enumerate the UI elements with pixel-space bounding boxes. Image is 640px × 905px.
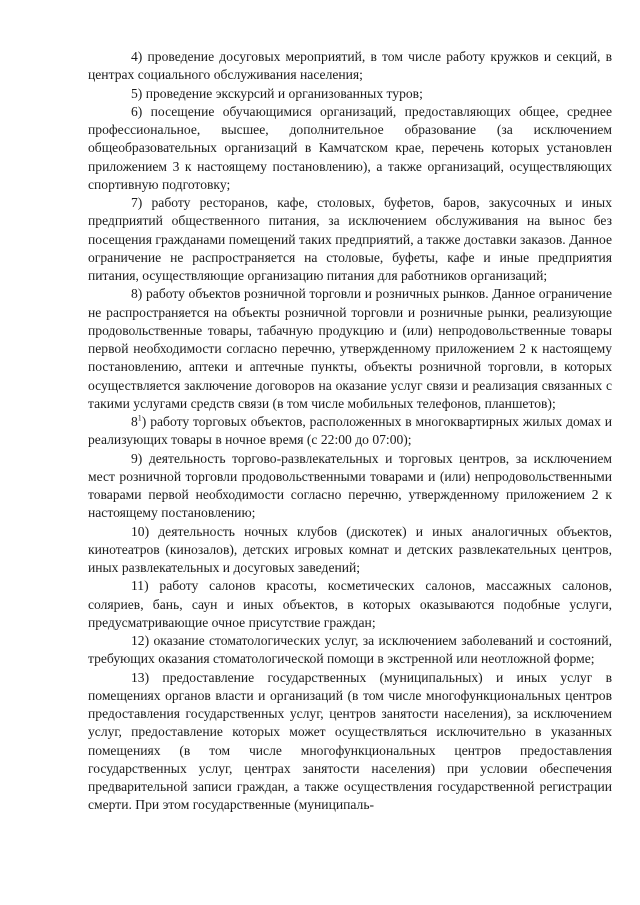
list-item-9 bbox=[88, 450, 612, 523]
document-page bbox=[88, 48, 612, 815]
item-text: работу объектов розничной торговли и розничных рынков. Данное ограничение не распространяется на объекты розничной торговли и розничные рынки, реализующие продовольственные товары, табачную продукцию и (или) непродовольственные товары первой необходимости согласно перечню, утвержденному приложением 2 к настоящему постановлению, аптеки и аптечные пункты, объекты розничной торговли, в которых осуществляется заключение договоров на оказание услуг связи и реализация связанных с такими услугами средств связи (в том числе мобильных телефонов, планшетов); bbox=[88, 286, 612, 411]
list-item-6 bbox=[88, 103, 612, 194]
item-text: деятельность ночных клубов (дискотек) и иных аналогичных объектов, кинотеатров (кинозалов), детских игровых комнат и детских развлекательных центров, иных развлекательных и досуговых заведений; bbox=[88, 523, 612, 575]
item-number: 8 bbox=[131, 414, 138, 429]
item-text: проведение досуговых мероприятий, в том числе работу кружков и секций, в центрах социального обслуживания населения; bbox=[88, 49, 613, 83]
item-number: 4) bbox=[131, 49, 143, 64]
item-number: 12) bbox=[131, 633, 150, 648]
item-number: 13) bbox=[131, 669, 150, 685]
list-item-8 bbox=[88, 285, 612, 413]
item-number: 7) bbox=[131, 195, 143, 210]
item-number: 6) bbox=[131, 103, 143, 119]
item-text: работу салонов красоты, косметических салонов, массажных салонов, соляриев, бань, саун и иных объектов, в которых оказываются подобные услуги, предусматривающие очное присутствие граждан; bbox=[88, 578, 612, 630]
list-item-13 bbox=[88, 669, 612, 815]
item-number: 10) bbox=[131, 523, 150, 539]
list-item-5 bbox=[88, 85, 612, 103]
item-text: работу ресторанов, кафе, столовых, буфетов, баров, закусочных и иных предприятий общественного питания, за исключением обслуживания на вынос без посещения гражданами помещений таких предприятий, а также доставки заказов. Данное ограничение не распространяется на столовые, буфеты, кафе и иные предприятия питания, осуществляющие организацию питания для работников организаций; bbox=[88, 195, 612, 283]
item-number-suffix: ) bbox=[141, 414, 147, 429]
item-number: 9) bbox=[131, 450, 143, 466]
list-item-10 bbox=[88, 523, 612, 578]
list-item-4 bbox=[88, 48, 612, 85]
list-item-11 bbox=[88, 577, 612, 632]
item-number: 5) bbox=[131, 85, 143, 101]
item-number: 11) bbox=[131, 578, 149, 594]
item-text: посещение обучающимися организаций, предоставляющих общее, среднее профессиональное, высшее, дополнительное образование (за исключением общеобразовательных организаций в Камчатском крае, перечень которых установлен приложением 3 к настоящему постановлению), а также организаций, осуществляющих спортивную подготовку; bbox=[88, 103, 612, 192]
list-item-7 bbox=[88, 194, 612, 285]
item-text: деятельность торгово-развлекательных и торговых центров, за исключением мест розничной торговли продовольственными товарами и (или) непродовольственными товарами первой необходимости согласно перечню, утвержденному приложением 2 к настоящему постановлению; bbox=[88, 450, 612, 521]
item-text: предоставление государственных (муниципальных) и иных услуг в помещениях органов власти и организаций (в том числе многофункциональных центров предоставления государственных услуг, центров занятости населения), за исключением услуг, предоставление которых может осуществляться исключительно в указанных помещениях (в том числе многофункциональных центров предоставления государственных услуг, центрах занятости населения) при условии обеспечения предварительной записи граждан, а также осуществления государственной регистрации смерти. При этом государственные (муниципаль- bbox=[88, 669, 613, 813]
item-number: 8) bbox=[131, 286, 143, 302]
item-text: проведение экскурсий и организованных туров; bbox=[145, 85, 423, 101]
item-superscript: 1 bbox=[137, 413, 142, 423]
list-item-12 bbox=[88, 632, 612, 669]
item-text: работу торговых объектов, расположенных в многоквартирных жилых домах и реализующих товары в ночное время (с 22:00 до 07:00); bbox=[88, 414, 612, 448]
item-text: оказание стоматологических услуг, за исключением заболеваний и состояний, требующих оказания стоматологической помощи в экстренной или неотложной форме; bbox=[88, 633, 612, 667]
list-item-8-1 bbox=[88, 413, 612, 450]
